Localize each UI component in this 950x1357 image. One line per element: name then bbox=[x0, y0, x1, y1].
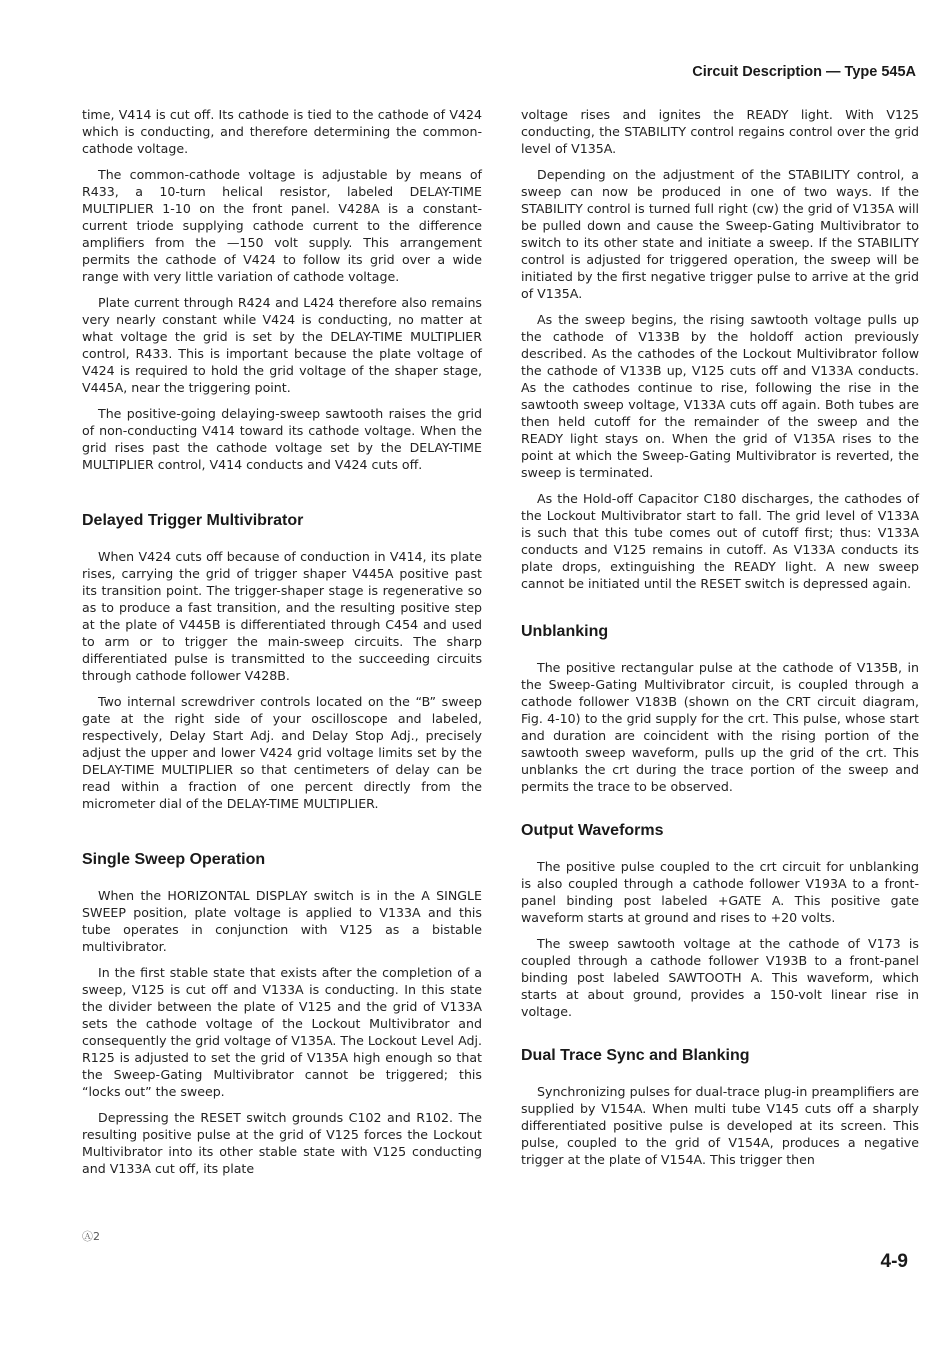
section-heading-output-waveforms: Output Waveforms bbox=[521, 822, 664, 839]
right-column bbox=[521, 106, 919, 1177]
paragraph: When the HORIZONTAL DISPLAY switch is in the A SINGLE SWEEP position, plate voltage is applied to V133A and this tube operates in conjunction with V125 as a bistable multivibrator. bbox=[82, 888, 482, 954]
revision-mark: Ⓐ2 bbox=[82, 1230, 100, 1243]
section-heading-unblanking: Unblanking bbox=[521, 623, 609, 640]
paragraph: The positive-going delaying-sweep sawtooth raises the grid of non-conducting V414 toward its cathode voltage. When the grid rises past the cathode voltage set by the DELAY-TIME MULTIPLIER control, V414 conducts and V424 cuts off. bbox=[82, 406, 482, 472]
paragraph: Synchronizing pulses for dual-trace plug-in preamplifiers are supplied by V154A. When multi tube V145 cuts off a sharply differentiated positive pulse is developed at its screen. This pulse, coupled to the grid of V154A, produces a negative trigger at the plate of V154A. This trigger then bbox=[521, 1084, 919, 1167]
paragraph: The positive pulse coupled to the crt circuit for unblanking is also coupled through a cathode follower V193A to a front-panel binding post labeled +GATE A. This positive gate waveform starts at ground and rises to +20 volts. bbox=[521, 859, 919, 925]
paragraph: As the Hold-off Capacitor C180 discharges, the cathodes of the Lockout Multivibrator start to fall. The grid level of V133A is such that this tube comes out of cutoff first; thus: V133A conducts and V125 remains in cutoff. As V133A conducts its plate drops, extinguishing the READY light. A new sweep cannot be initiated until the RESET switch is depressed again. bbox=[521, 491, 919, 591]
paragraph: voltage rises and ignites the READY light. With V125 conducting, the STABILITY control regains control over the grid level of V135A. bbox=[521, 107, 919, 156]
paragraph: When V424 cuts off because of conduction in V414, its plate rises, carrying the grid of trigger shaper V445A positive past its transition point. The trigger-shaper stage is regenerative so as to produce a fast transition, and the resulting positive step at the plate of V445B is differentiated through C454 and used to arm or to trigger the main-sweep circuits. The sharp differentiated pulse is transmitted to the succeeding circuits through cathode follower V428B. bbox=[82, 549, 482, 683]
page-number: 4-9 bbox=[880, 1251, 908, 1272]
section-heading-delayed-trigger: Delayed Trigger Multivibrator bbox=[82, 512, 304, 529]
paragraph: Depressing the RESET switch grounds C102 and R102. The resulting positive pulse at the grid of V125 forces the Lockout Multivibrator into its other stable state with V125 conducting and V133A cut off, its plate bbox=[82, 1110, 482, 1176]
paragraph: Two internal screwdriver controls located on the “B” sweep gate at the right side of your oscilloscope and labeled, respectively, Delay Start Adj. and Delay Stop Adj., precisely adjust the upper and lower V424 grid voltage limits set by the DELAY-TIME MULTIPLIER so that centimeters of delay can be read within a fraction of one percent directly from the micrometer dial of the DELAY-TIME MULTIPLIER. bbox=[82, 694, 482, 811]
paragraph: Depending on the adjustment of the STABILITY control, a sweep can now be produced in one of two ways. If the STABILITY control is turned full right (cw) the grid of V135A will be pulled down and cause the Sweep-Gating Multivibrator to switch to its other state and initiate a sweep. If the STABILITY control is adjusted for triggered operation, the sweep will be initiated by the first negative trigger pulse to arrive at the grid of V135A. bbox=[521, 167, 919, 301]
paragraph: As the sweep begins, the rising sawtooth voltage pulls up the cathode of V133B by the holdoff action previously described. As the cathodes of the Lockout Multivibrator follow the cathode of V133B up, V125 cuts off and V133A conducts. As the cathodes continue to rise, following the rise in the sawtooth sweep voltage, V133A cuts off again. Both tubes are then held cutoff for the remainder of the sweep and the READY light stays on. When the grid of V135A rises to the point at which the Sweep-Gating Multivibrator is reverted, the sweep is terminated. bbox=[521, 312, 919, 480]
section-heading-single-sweep: Single Sweep Operation bbox=[82, 851, 266, 868]
left-column bbox=[82, 106, 482, 1186]
paragraph: The positive rectangular pulse at the cathode of V135B, in the Sweep-Gating Multivibrator circuit, is coupled through a cathode follower V183B (shown on the CRT circuit diagram, Fig. 4-10) to the grid supply for the crt. This pulse, whose start and duration are coincident with the rising portion of the sawtooth sweep waveform, pulls up the grid of the crt. This unblanks the crt during the trace portion of the sweep and permits the trace to be observed. bbox=[521, 660, 919, 794]
paragraph: Plate current through R424 and L424 therefore also remains very nearly constant while V424 is conducting, no matter at what voltage the grid is set by the DELAY-TIME MULTIPLIER control, R433. This is important because the plate voltage of V424 is required to hold the grid voltage of the shaper stage, V445A, near the triggering point. bbox=[82, 295, 482, 395]
paragraph: time, V414 is cut off. Its cathode is tied to the cathode of V424 which is conducting, and therefore determining the common-cathode voltage. bbox=[82, 107, 482, 156]
running-header: Circuit Description — Type 545A bbox=[692, 64, 916, 80]
paragraph: The sweep sawtooth voltage at the cathode of V173 is coupled through a cathode follower V193B to a front-panel binding post labeled SAWTOOTH A. This waveform, which starts at about ground, provides a 150-volt linear rise in voltage. bbox=[521, 936, 919, 1019]
paragraph: The common-cathode voltage is adjustable by means of R433, a 10-turn helical resistor, labeled DELAY-TIME MULTIPLIER 1-10 on the front panel. V428A is a constant-current triode supplying cathode current to the difference amplifiers from the —150 volt supply. This arrangement permits the cathode of V424 to follow its grid over a wide range with very little variation of cathode voltage. bbox=[82, 167, 482, 284]
paragraph: In the first stable state that exists after the completion of a sweep, V125 is cut off and V133A is conducting. In this state the divider between the plate of V125 and the grid of V133A sets the cathode voltage of the Lockout Multivibrator and consequently the grid voltage of V135A. The Lockout Level Adj. R125 is adjusted to set the grid of V135A high enough so that the Sweep-Gating Multivibrator cannot be triggered; this “locks out” the sweep. bbox=[82, 965, 482, 1099]
section-heading-dual-trace: Dual Trace Sync and Blanking bbox=[521, 1047, 750, 1064]
